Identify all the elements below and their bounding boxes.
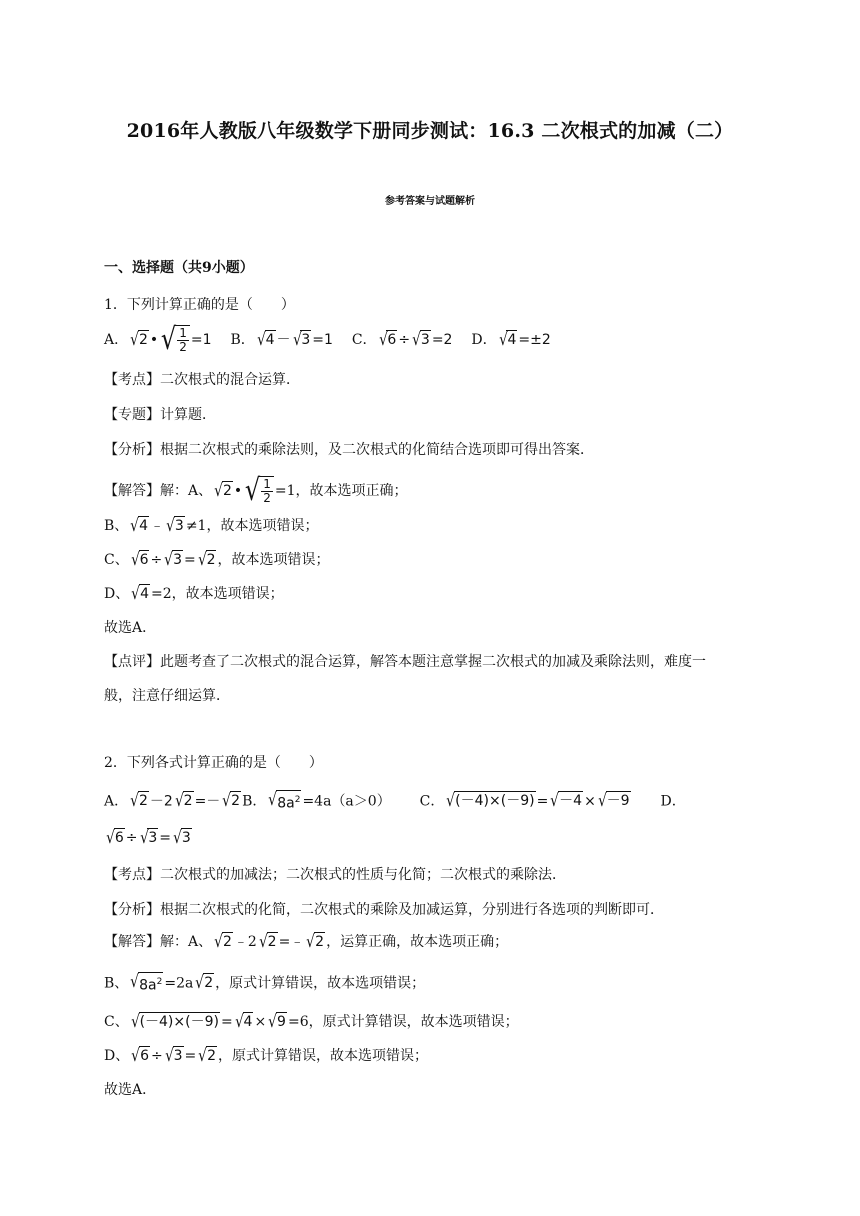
- q2-options: A． √ 2 －2 √ 2 =－ √ 2 B． √ $8a^2$ =4a（a＞0） C． √ (－4)×(－9) = √ －4 × √ －9 D．: [104, 790, 686, 812]
- q1-answer: 故选A．: [104, 620, 157, 636]
- q2-jieda-d: D、 √ 6 ÷ √ 3 = √ 2 ，原式计算错误，故本选项错误；: [104, 1046, 428, 1066]
- q1-option-b-label: B．: [230, 332, 255, 348]
- q1-option-a-label: A．: [104, 332, 129, 348]
- q1-options: A． √ 2 • √ $\frac{1}{2}$ =1 B． √ 4 － √ 3 =1 C． √ 6 ÷ √ 3 =2 D． √ 4 =±2: [104, 322, 551, 357]
- sqrt-2: √ 2: [130, 330, 148, 350]
- q1-jieda-a: 【解答】解：A、 √ 2 • √ $\frac{1}{2}$ =1，故本选项正确；: [104, 473, 408, 508]
- q2-jieda-c: C、 √ (－4)×(－9) = √ 4 × √ 9 =6，原式计算错误，故本选项错误；: [104, 1012, 519, 1032]
- q1-option-d-label: D．: [471, 332, 497, 348]
- q1-zhuanti: 【专题】计算题．: [104, 407, 216, 423]
- q2-kaodian: 【考点】二次根式的加减法；二次根式的性质与化简；二次根式的乘除法．: [104, 867, 566, 883]
- q1-stem: 1．下列计算正确的是（ ）: [104, 297, 295, 313]
- q1-jieda-c: C、 √ 6 ÷ √ 3 = √ 2 ，故本选项错误；: [104, 550, 330, 570]
- sqrt-half: √ $\frac{1}{2}$: [159, 325, 190, 355]
- section-heading: 一、选择题（共9小题）: [104, 260, 254, 276]
- q2-stem: 2．下列各式计算正确的是（ ）: [104, 755, 323, 771]
- q1-dianping-2: 般，注意仔细运算．: [104, 688, 230, 704]
- q2-jieda-b: B、 √ $8a^2$ =2a √ 2 ，原式计算错误，故本选项错误；: [104, 972, 426, 994]
- q2-fenxi: 【分析】根据二次根式的化简，二次根式的乘除及加减运算，分别进行各选项的判断即可．: [104, 902, 664, 918]
- q1-fenxi: 【分析】根据二次根式的乘除法则，及二次根式的化简结合选项即可得出答案．: [104, 442, 594, 458]
- q2-answer: 故选A．: [104, 1082, 157, 1098]
- document-subtitle: 参考答案与试题解析: [385, 196, 475, 207]
- q1-dianping-1: 【点评】此题考查了二次根式的混合运算，解答本题注意掌握二次根式的加减及乘除法则，难度一: [104, 654, 706, 670]
- q1-jieda-b: B、 √ 4 ﹣ √ 3 ≠1，故本选项错误；: [104, 516, 319, 536]
- q1-option-c-label: C．: [351, 332, 377, 348]
- q1-jieda-d: D、 √ 4 =2，故本选项错误；: [104, 584, 284, 604]
- q2-jieda-a: 【解答】解：A、 √ 2 ﹣2 √ 2 =﹣ √ 2 ，运算正确，故本选项正确；: [104, 932, 509, 952]
- document-title: 2016年人教版八年级数学下册同步测试：16.3 二次根式的加减（二）: [126, 120, 734, 142]
- q1-kaodian: 【考点】二次根式的混合运算．: [104, 372, 300, 388]
- q2-option-d: √ 6 ÷ √ 3 = √ 3: [106, 828, 191, 848]
